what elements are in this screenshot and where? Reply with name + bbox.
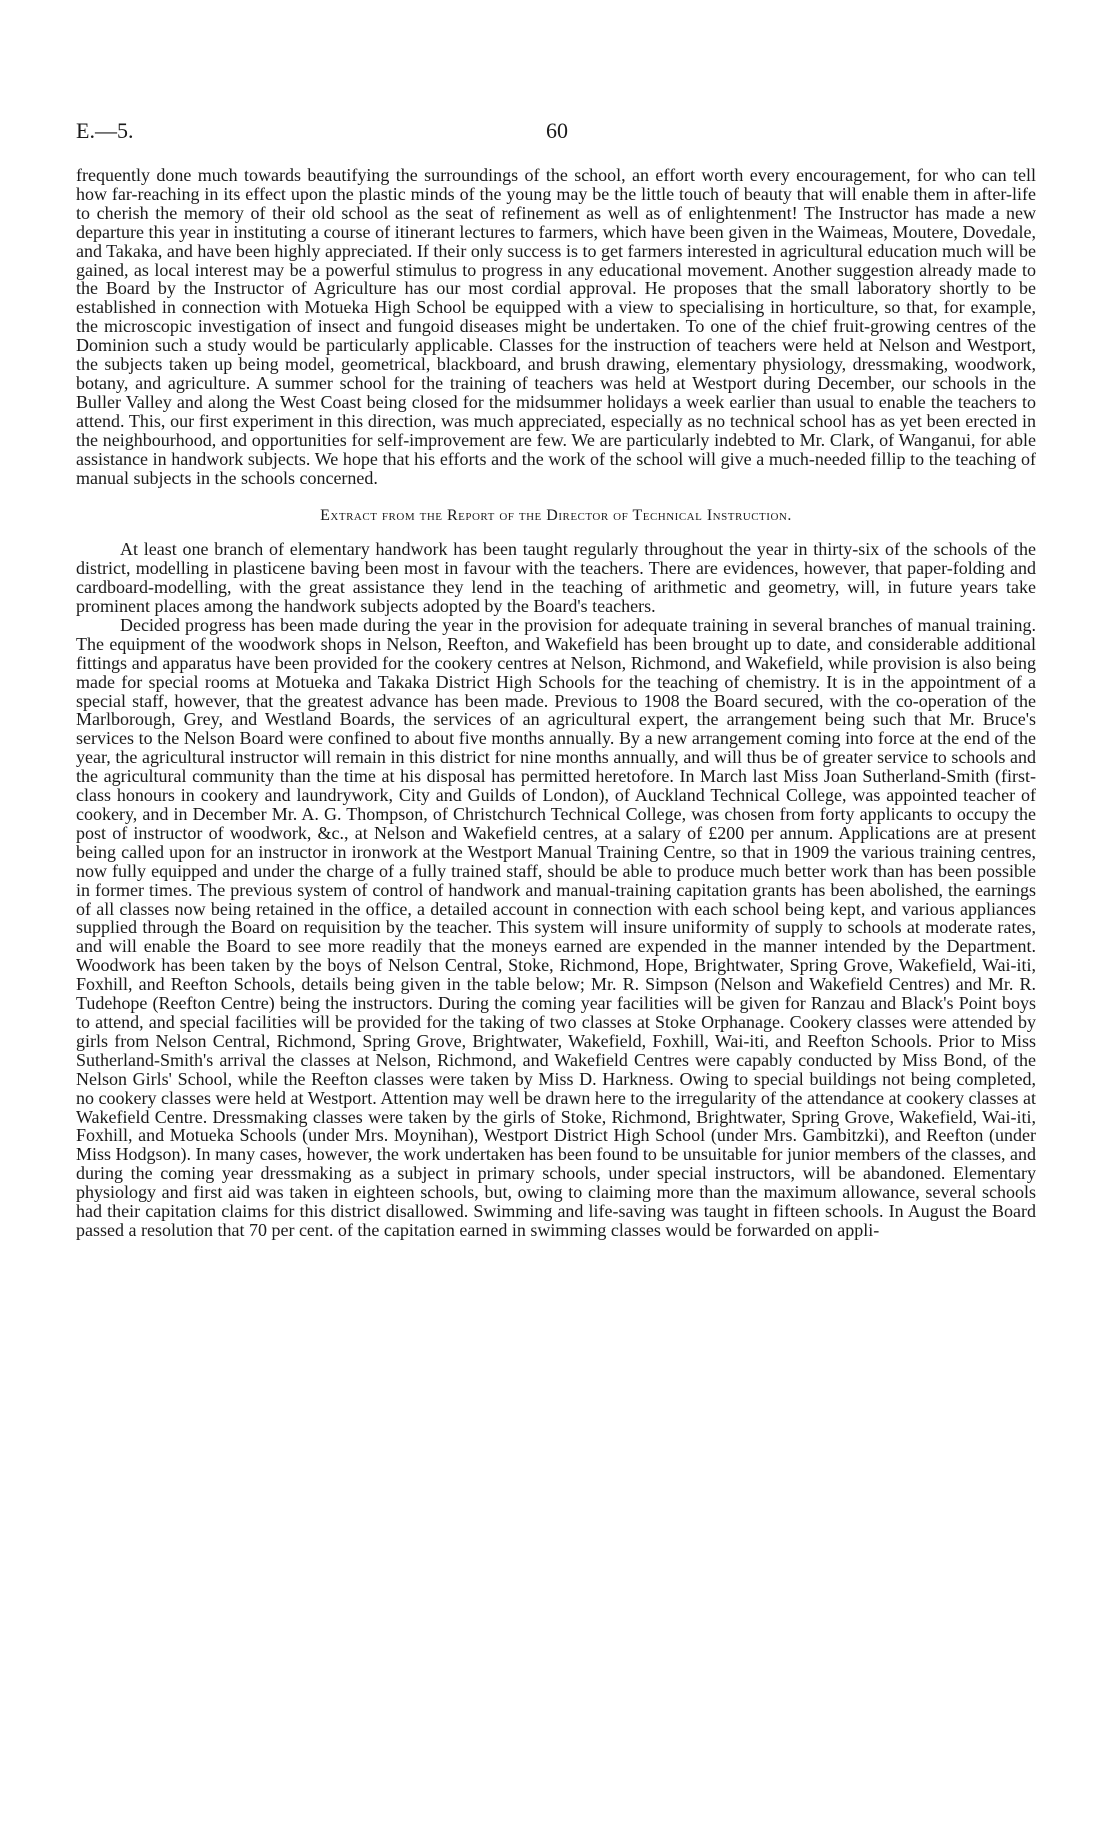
- body-text: [76, 166, 1036, 1240]
- document-reference: E.—5.: [76, 118, 134, 143]
- page-number: 60: [546, 118, 568, 143]
- paragraph-handwork: At least one branch of elementary handwork has been taught regularly throughout the year in thirty-six of the schools of the district, modelling in plasticene baving been most in favour with the teachers. There are evidences, however, that paper-folding and cardboard-modelling, with the great assistance they lend in the teaching of arithmetic and geometry, will, in future years take prominent places among the handwork subjects adopted by the Board's teachers.: [76, 539, 1036, 617]
- paragraph-manual-training: Decided progress has been made during the year in the provision for adequate training in several branches of manual training. The equipment of the woodwork shops in Nelson, Reefton, and Wakefield has been brought up to date, and considerable additional fittings and apparatus have been provided for the cookery centres at Nelson, Richmond, and Wakefield, while provision is also being made for special rooms at Motueka and Takaka District High Schools for the teaching of chemistry. It is in the appointment of a special staff, however, that the greatest advance has been made. Previous to 1908 the Board secured, with the co-operation of the Marlborough, Grey, and Westland Boards, the services of an agricultural expert, the arrangement being such that Mr. Bruce's services to the Nelson Board were confined to about five months annually. By a new arrangement coming into force at the end of the year, the agricultural instructor will remain in this district for nine months annually, and will thus be of greater service to schools and the agricultural community than the time at his disposal has permitted heretofore. In March last Miss Joan Sutherland-Smith (first-class honours in cookery and laundrywork, City and Guilds of London), of Auckland Technical College, was appointed teacher of cookery, and in December Mr. A. G. Thompson, of Christchurch Technical College, was chosen from forty applicants to occupy the post of instructor of woodwork, &c., at Nelson and Wakefield centres, at a salary of £200 per annum. Applications are at present being called upon for an instructor in ironwork at the Westport Manual Training Centre, so that in 1909 the various training centres, now fully equipped and under the charge of a fully trained staff, should be able to produce much better work than has been possible in former times. The previous system of control of handwork and manual-training capitation grants has been abolished, the earnings of all classes now being retained in the office, a detailed account in connection with each school being kept, and various appliances supplied through the Board on requisition by the teacher. This system will insure uniformity of supply to schools at moderate rates, and will enable the Board to see more readily that the moneys earned are expended in the manner intended by the Department. Woodwork has been taken by the boys of Nelson Central, Stoke, Richmond, Hope, Brightwater, Spring Grove, Wakefield, Wai-iti, Foxhill, and Reefton Schools, details being given in the table below; Mr. R. Simpson (Nelson and Wakefield Centres) and Mr. R. Tudehope (Reefton Centre) being the instructors. During the coming year facilities will be given for Ranzau and Black's Point boys to attend, and special facilities will be provided for the taking of two classes at Stoke Orphanage. Cookery classes were attended by girls from Nelson Central, Richmond, Spring Grove, Brightwater, Wakefield, Foxhill, Wai-iti, and Reefton Schools. Prior to Miss Sutherland-Smith's arrival the classes at Nelson, Richmond, and Wakefield Centres were capably conducted by Miss Bond, of the Nelson Girls' School, while the Reefton classes were taken by Miss D. Harkness. Owing to special buildings not being completed, no cookery classes were held at Westport. Attention may well be drawn here to the irregularity of the attendance at cookery classes at Wakefield Centre. Dressmaking classes were taken by the girls of Stoke, Richmond, Brightwater, Spring Grove, Wakefield, Wai-iti, Foxhill, and Motueka Schools (under Mrs. Moynihan), Westport District High School (under Mrs. Gambitzki), and Reefton (under Miss Hodgson). In many cases, however, the work undertaken has been found to be unsuitable for junior members of the classes, and during the coming year dressmaking as a subject in primary schools, under special instructors, will be abandoned. Elementary physiology and first aid was taken in eighteen schools, but, owing to claiming more than the maximum allowance, several schools had their capitation claims for this district disallowed. Swimming and life-saving was taught in fifteen schools. In August the Board passed a resolution that 70 per cent. of the capitation earned in swimming classes would be forwarded on appli-: [76, 614, 1036, 1240]
- page-header: [76, 118, 1038, 148]
- paragraph-continuation: frequently done much towards beautifying the surroundings of the school, an effort worth every encouragement, for who can tell how far-reaching in its effect upon the plastic minds of the young may be the little touch of beauty that will enable them in after-life to cherish the memory of their old school as the seat of refinement as well as of enlightenment! The Instructor has made a new departure this year in instituting a course of itinerant lectures to farmers, which have been given in the Waimeas, Moutere, Dovedale, and Takaka, and have been highly appreciated. If their only success is to get farmers interested in agricultural education much will be gained, as local interest may be a powerful stimulus to progress in any educational movement. Another suggestion already made to the Board by the Instructor of Agriculture has our most cordial approval. He proposes that the small laboratory shortly to be established in connection with Motueka High School be equipped with a view to specialising in horticulture, so that, for example, the microscopic investigation of insect and fungoid diseases might be undertaken. To one of the chief fruit-growing centres of the Dominion such a study would be particularly applicable. Classes for the instruction of teachers were held at Nelson and Westport, the subjects taken up being model, geometrical, blackboard, and brush drawing, elementary physiology, dressmaking, woodwork, botany, and agriculture. A summer school for the training of teachers was held at Westport during December, our schools in the Buller Valley and along the West Coast being closed for the midsummer holidays a week earlier than usual to enable the teachers to attend. This, our first experiment in this direction, was much appreciated, especially as no technical school has as yet been erected in the neighbourhood, and opportunities for self-improvement are few. We are particularly indebted to Mr. Clark, of Wanganui, for able assistance in handwork subjects. We hope that his efforts and the work of the school will give a much-needed fillip to the teaching of manual subjects in the schools concerned.: [76, 165, 1036, 488]
- section-title: Extract from the Report of the Director of Technical Instruction.: [320, 507, 792, 525]
